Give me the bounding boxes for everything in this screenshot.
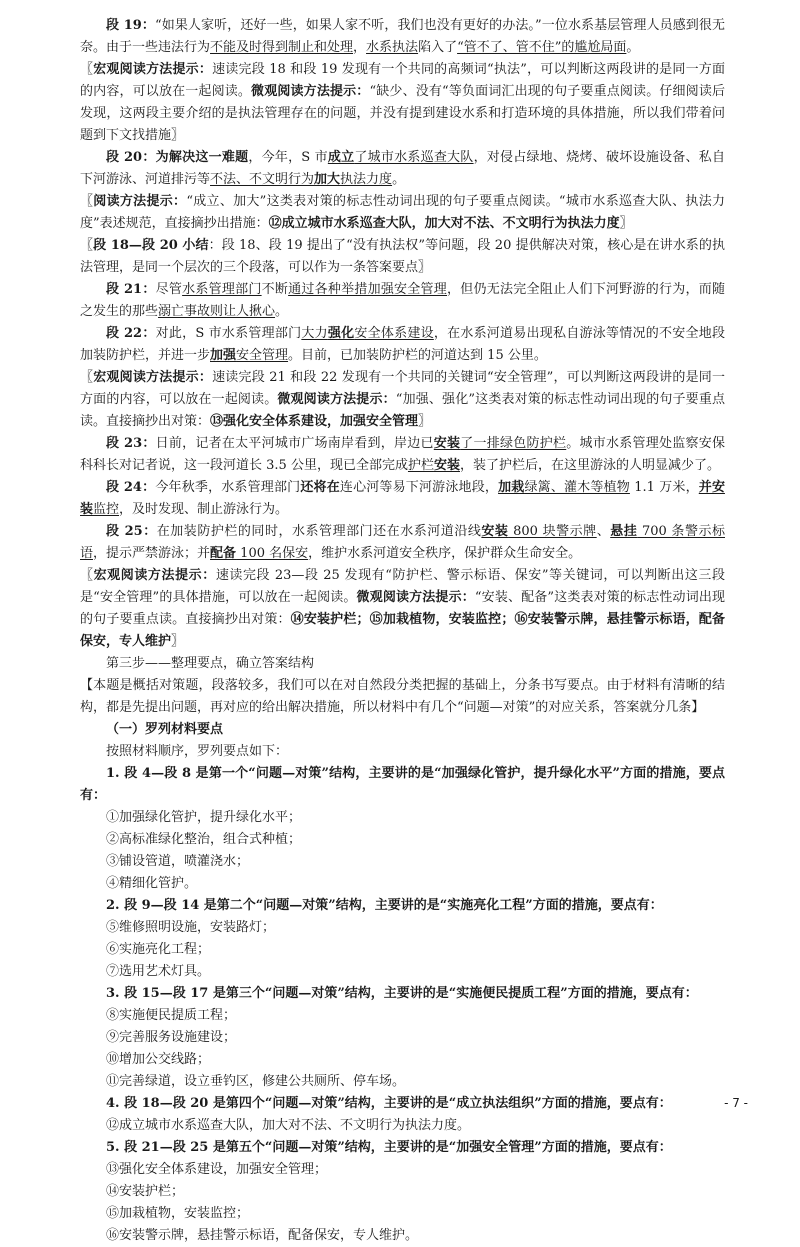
text-segment: 〖	[80, 238, 94, 253]
bold-underlined-text-segment: 强化	[327, 326, 355, 341]
text-segment: 。目前，已加装防护栏的河道达到 15 公里。	[288, 348, 547, 363]
paragraph-g1-1	[80, 807, 725, 829]
bold-underlined-text-segment: 成立	[327, 150, 355, 165]
underlined-text-segment: 护栏	[407, 458, 434, 473]
text-segment: ⑯安装警示牌，悬挂警示标语，配备保安，专人维护。	[106, 1228, 419, 1243]
underlined-text-segment: 执法力度	[340, 172, 393, 187]
underlined-text-segment: 700 条警示标语	[80, 524, 725, 561]
text-segment: ⑨完善服务设施建设；	[106, 1030, 237, 1045]
text-segment: ，但仍无法完全阻止人们下河野游的行为，而随之发生的那些	[80, 282, 725, 319]
paragraph-g1-3	[80, 851, 725, 873]
bold-underlined-text-segment: 安装	[433, 436, 461, 451]
text-segment: 尽管	[155, 282, 183, 297]
underlined-text-segment: 监控	[93, 502, 120, 517]
paragraph-hint-18-19	[80, 59, 725, 147]
bold-underlined-text-segment: 安装	[433, 458, 460, 473]
paragraph-hint-21-22	[80, 367, 725, 433]
bold-underlined-text-segment: 安装	[481, 524, 509, 539]
underlined-text-segment: 大力	[301, 326, 328, 341]
text-segment: ⑧实施便民提质工程；	[106, 1008, 237, 1023]
bold-underlined-text-segment: 悬挂	[610, 524, 638, 539]
paragraph-hint-18-20	[80, 235, 725, 279]
text-segment: 在加装防护栏的同时，水系管理部门还在水系河道沿线	[156, 524, 482, 539]
text-segment: ，装了护栏后，在这里游泳的人明显减少了。	[459, 458, 720, 473]
text-segment: ⑮加栽植物，安装监控；	[106, 1206, 250, 1221]
bold-text-segment: 4. 段 18—段 20 是第四个“问题—对策”结构，主要讲的是“成立执法组织”方面的措施，要点有：	[106, 1096, 672, 1111]
paragraph-g5-3	[80, 1203, 725, 1225]
text-segment: 按照材料顺序，罗列要点如下：	[106, 744, 289, 759]
text-segment: “如果人家听，还好一些，如果人家不听，我们也没有更好的办法。”一位水系基层管理人员感到很无奈。由于一些违法行为	[80, 18, 725, 55]
underlined-text-segment: 水系执法	[366, 40, 419, 55]
bold-text-segment: （一）罗列材料要点	[106, 722, 224, 737]
text-segment: 今年秋季，水系管理部门	[155, 480, 301, 495]
paragraph-step3	[80, 653, 725, 675]
bold-underlined-text-segment: 加大	[314, 172, 341, 187]
bold-text-segment: 段 19：	[106, 18, 155, 33]
text-segment: 速读完段 21 和段 22 发现有一个共同的关键词“安全管理”，可以判断这两段讲的是同一方面的内容，可以放在一起阅读。	[80, 370, 725, 407]
bold-text-segment: 微观阅读方法提示：	[251, 84, 370, 99]
paragraph-g3-3	[80, 1049, 725, 1071]
paragraph-g4	[80, 1093, 725, 1115]
text-segment: 。城市水系管理处监察安保科科长对记者说，这一段河道长 3.5 公里，现已全部完成	[80, 436, 725, 473]
paragraph-hint-23-25	[80, 565, 725, 653]
text-segment: ，对侵占绿地、烧烤、破坏设施设备、私自下河游泳、河道排污等	[80, 150, 725, 187]
underlined-text-segment: 绿篱、灌木等植物	[524, 480, 630, 495]
text-segment: 〗	[619, 216, 633, 231]
underlined-text-segment: 水系管理部门	[182, 282, 262, 297]
underlined-text-segment: 了城市水系巡查大队	[354, 150, 474, 165]
text-segment: 。	[275, 304, 289, 319]
bold-text-segment: 微观阅读方法提示：	[356, 590, 475, 605]
text-segment: 〖	[80, 62, 94, 77]
paragraph-p20	[80, 147, 725, 191]
text-segment: ⑦选用艺术灯具。	[106, 964, 211, 979]
paragraph-g4-1	[80, 1115, 725, 1137]
paragraph-g2	[80, 895, 725, 917]
bold-underlined-text-segment: 配备	[210, 546, 237, 561]
text-segment: 〗	[418, 414, 432, 429]
paragraph-g1-4	[80, 873, 725, 895]
paragraph-g2-3	[80, 961, 725, 983]
text-segment: 速读完段 18 和段 19 发现有一个共同的高频词“执法”，可以判断这两段讲的是同一方面的内容，可以放在一起阅读。	[80, 62, 725, 99]
text-segment: ⑪完善绿道，设立垂钓区，修建公共厕所、停车场。	[106, 1074, 406, 1089]
paragraph-hint-20	[80, 191, 725, 235]
paragraph-sec1	[80, 719, 725, 741]
bold-text-segment: 段 24：	[106, 480, 156, 495]
paragraph-g3-2	[80, 1027, 725, 1049]
text-segment: ，及时发现、制止游泳行为。	[119, 502, 289, 517]
bold-text-segment: 1. 段 4—段 8 是第一个“问题—对策”结构，主要讲的是“加强绿化管护，提升绿化水平”方面的措施，要点有：	[80, 766, 725, 803]
paragraph-g5-2	[80, 1181, 725, 1203]
paragraph-g2-2	[80, 939, 725, 961]
bold-text-segment: 段 22：	[106, 326, 156, 341]
underlined-text-segment: 不法、不文明行为	[210, 172, 315, 187]
bold-text-segment: 段 20：	[106, 150, 156, 165]
text-segment: ，在水系河道易出现私自游泳等情况的不安全地段加装防护栏，并进一步	[80, 326, 725, 363]
paragraph-g5-4	[80, 1225, 725, 1247]
paragraph-g2-1	[80, 917, 725, 939]
text-segment: 对此，S 市水系管理部门	[155, 326, 302, 341]
text-segment: “安装、配备”这类表对策的标志性动词出现的句子要重点读。直接摘抄出对策：	[80, 590, 725, 627]
paragraph-g3	[80, 983, 725, 1005]
text-segment: 〖	[80, 194, 94, 209]
underlined-text-segment: 安全管理	[236, 348, 289, 363]
paragraph-p21	[80, 279, 725, 323]
text-segment: 速读完段 23—段 25 发现有“防护栏、警示标语、保安”等关键词，可以判断出这三段是“安全管理”的具体措施，可以放在一起阅读。	[80, 568, 725, 605]
bold-text-segment: 为解决这一难题	[155, 150, 249, 165]
bold-text-segment: 段 18—段 20 小结	[93, 238, 209, 253]
text-segment: “加强、强化”这类表对策的标志性动词出现的句子要重点读。直接摘抄出对策：	[80, 392, 725, 429]
text-segment: ①加强绿化管护，提升绿化水平；	[106, 810, 302, 825]
bold-text-segment: 宏观阅读方法提示：	[93, 568, 216, 583]
page-number: - 7 -	[724, 1096, 748, 1110]
text-segment: 。	[626, 40, 640, 55]
bold-text-segment: 阅读方法提示：	[93, 194, 187, 209]
text-segment: ，维护水系河道安全秩序，保护群众生命安全。	[308, 546, 582, 561]
bold-text-segment: 3. 段 15—段 17 是第三个“问题—对策”结构，主要讲的是“实施便民提质工程”方面的措施，要点有：	[106, 986, 698, 1001]
bold-text-segment: ⑫成立城市水系巡查大队，加大对不法、不文明行为执法力度	[268, 216, 620, 231]
text-segment: “成立、加大”这类表对策的标志性动词出现的句子要重点阅读。“城市水系巡查大队、执法力度”表述规范，直接摘抄出措施：	[80, 194, 725, 231]
bold-underlined-text-segment: 加强	[210, 348, 237, 363]
paragraph-g1-2	[80, 829, 725, 851]
underlined-text-segment: 溺亡事故则让人揪心	[158, 304, 276, 319]
paragraph-g1	[80, 763, 725, 807]
bold-text-segment: 宏观阅读方法提示：	[93, 62, 213, 77]
text-segment: ⑥实施亮化工程；	[106, 942, 211, 957]
text-segment: ⑬强化安全体系建设，加强安全管理；	[106, 1162, 328, 1177]
underlined-text-segment: 通过各种举措加强安全管理	[288, 282, 448, 297]
text-segment: ，提示严禁游泳；并	[93, 546, 211, 561]
underlined-text-segment: “管不了、管不住”的尴尬局面	[457, 40, 627, 55]
paragraph-p19	[80, 15, 725, 59]
bold-text-segment: ⑬强化安全体系建设，加强安全管理	[210, 414, 419, 429]
paragraph-sec1-intro	[80, 741, 725, 763]
bold-underlined-text-segment: 并安装	[80, 480, 725, 517]
underlined-text-segment: 安全体系建设	[354, 326, 434, 341]
bold-text-segment: ⑭安装护栏；⑮加栽植物，安装监控；⑯安装警示牌，悬挂警示标语，配备保安，专人维护	[80, 612, 725, 649]
paragraph-summary	[80, 675, 725, 719]
text-segment: ④精细化管护。	[106, 876, 198, 891]
text-segment: 〖	[80, 568, 94, 583]
paragraph-p23	[80, 433, 725, 477]
paragraph-g5	[80, 1137, 725, 1159]
text-segment: 日前，记者在太平河城市广场南岸看到，岸边已	[155, 436, 434, 451]
bold-text-segment: 微观阅读方法提示：	[277, 392, 396, 407]
text-segment: 第三步——整理要点，确立答案结构	[106, 656, 315, 671]
bold-text-segment: 5. 段 21—段 25 是第五个“问题—对策”结构，主要讲的是“加强安全管理”方面的措施，要点有：	[106, 1140, 672, 1155]
text-segment: 〖	[80, 370, 94, 385]
text-segment: ②高标准绿化整治，组合式种植；	[106, 832, 302, 847]
text-segment: 、	[596, 524, 611, 539]
underlined-text-segment: 800 块警示牌	[508, 524, 597, 539]
underlined-text-segment: 100 名保安	[236, 546, 309, 561]
paragraph-g3-4	[80, 1071, 725, 1093]
bold-text-segment: 段 23：	[106, 436, 156, 451]
paragraph-p25	[80, 521, 725, 565]
text-segment: ③铺设管道，喷灌浇水；	[106, 854, 250, 869]
text-segment: “缺少、没有“等负面词汇出现的句子要重点阅读。仔细阅读后发现，这两段主要介绍的是执法管理存在的问题，并没有提到建设水系和打造环境的具体措施，所以我们带着问题到下文找措施〗	[80, 84, 725, 143]
paragraph-p22	[80, 323, 725, 367]
text-segment: 。	[392, 172, 406, 187]
bold-text-segment: 2. 段 9—段 14 是第二个“问题—对策”结构，主要讲的是“实施亮化工程”方面的措施，要点有：	[106, 898, 663, 913]
text-segment: ，	[353, 40, 367, 55]
text-segment: 【本题是概括对策题，段落较多，我们可以在对自然段分类把握的基础上，分条书写要点。由于材料有清晰的结构，都是先提出问题，再对应的给出解决措施，所以材料中有几个“问题—对策”的对应关系，答案就分几条】	[80, 678, 725, 715]
bold-text-segment: 还将在	[300, 480, 340, 495]
text-segment: 不断	[261, 282, 289, 297]
text-segment: ⑤维修照明设施，安装路灯；	[106, 920, 276, 935]
bold-text-segment: 段 21：	[106, 282, 156, 297]
text-segment: ：段 18、段 19 提出了“没有执法权”等问题，段 20 提供解决对策，核心是在讲水系的执法管理，是同一个层次的三个段落，可以作为一条答案要点〗	[80, 238, 725, 275]
text-segment: 1.1 万米，	[629, 480, 699, 495]
document-body	[80, 15, 725, 1247]
text-segment: 连心河等易下河游泳地段，	[339, 480, 499, 495]
paragraph-p24	[80, 477, 725, 521]
text-segment: 陷入了	[418, 40, 458, 55]
text-segment: 〗	[171, 634, 185, 649]
bold-text-segment: 段 25：	[106, 524, 157, 539]
paragraph-g3-1	[80, 1005, 725, 1027]
text-segment: ⑭安装护栏；	[106, 1184, 185, 1199]
bold-text-segment: 宏观阅读方法提示：	[93, 370, 213, 385]
bold-underlined-text-segment: 加栽	[498, 480, 525, 495]
underlined-text-segment: 了一排绿色防护栏	[460, 436, 567, 451]
underlined-text-segment: 不能及时得到制止和处理	[210, 40, 354, 55]
paragraph-g5-1	[80, 1159, 725, 1181]
text-segment: ，今年，S 市	[248, 150, 328, 165]
text-segment: ⑫成立城市水系巡查大队，加大对不法、不文明行为执法力度。	[106, 1118, 471, 1133]
text-segment: ⑩增加公交线路；	[106, 1052, 211, 1067]
